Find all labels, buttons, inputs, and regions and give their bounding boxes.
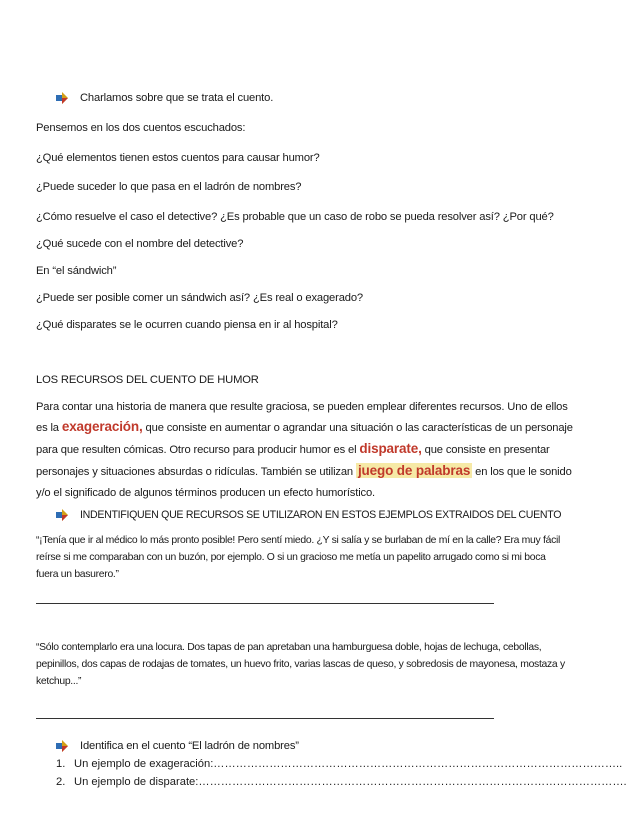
paragraph-line: Para contar una historia de manera que resulte graciosa, se pueden emplear diferentes recursos. Uno de ellos [36, 401, 568, 413]
highlight-disparate: disparate, [359, 441, 422, 456]
item-number: 1. [56, 758, 66, 770]
text-line: ¿Qué sucede con el nombre del detective? [36, 238, 244, 250]
text-line: ¿Cómo resuelve el caso el detective? ¿Es probable que un caso de robo se pueda resolver así? ¿Por qué? [36, 211, 554, 223]
bullet-arrow-icon [56, 509, 68, 521]
quote-line: reírse si me comparaban con un buzón, por ejemplo. O si un gracioso me metía un papelito arrugado como si mi boca [36, 552, 546, 563]
section-title: LOS RECURSOS DEL CUENTO DE HUMOR [36, 374, 259, 386]
text-span: en los que le sonido [472, 466, 572, 478]
quote-line: “Sólo contemplarlo era una locura. Dos tapas de pan apretaban una hamburguesa doble, hojas de lechuga, cebollas, [36, 642, 542, 653]
paragraph-line [36, 464, 572, 479]
item-text: Un ejemplo de exageración:……………………………………………………………………………………………….. [74, 758, 623, 770]
text-span: que consiste en presentar [421, 444, 550, 456]
bullet-text: Identifica en el cuento “El ladrón de nombres” [80, 740, 299, 752]
highlight-exageracion: exageración, [61, 419, 143, 434]
text-line: En “el sándwich” [36, 265, 117, 277]
quote-line: ketchup...” [36, 676, 82, 687]
text-span: personajes y situaciones absurdas o ridículas. También se utilizan [36, 466, 356, 478]
paragraph-line [36, 420, 573, 435]
bullet-text: INDENTIFIQUEN QUE RECURSOS SE UTILIZARON EN ESTOS EJEMPLOS EXTRAIDOS DEL CUENTO [80, 509, 562, 521]
text-span: es la [36, 422, 62, 434]
item-text: Un ejemplo de disparate:……………………………………………………………………………………………………. [74, 776, 627, 788]
text-span: para que resulten cómicas. Otro recurso para producir humor es el [36, 444, 360, 456]
quote-line: fuera un basurero.” [36, 569, 119, 580]
paragraph-line: y/o el significado de algunos términos producen un efecto humorístico. [36, 487, 376, 499]
text-line: ¿Qué disparates se le ocurren cuando piensa en ir al hospital? [36, 319, 338, 331]
text-line: ¿Qué elementos tienen estos cuentos para causar humor? [36, 152, 320, 164]
quote-line: pepinillos, dos capas de rodajas de tomates, un huevo frito, varias lascas de queso, y sobredosis de mayonesa, mostaza y [36, 659, 565, 670]
quote-line: “¡Tenía que ir al médico lo más pronto posible! Pero sentí miedo. ¿Y si salía y se burlaban de mí en la calle? Era muy fácil [36, 535, 560, 546]
text-line: ¿Puede suceder lo que pasa en el ladrón de nombres? [36, 181, 302, 193]
bullet-text: Charlamos sobre que se trata el cuento. [80, 92, 274, 104]
answer-line [36, 718, 494, 719]
text-span: que consiste en aumentar o agrandar una situación o las características de un personaje [142, 422, 573, 434]
item-number: 2. [56, 776, 66, 788]
paragraph-line [36, 442, 550, 457]
text-line: ¿Puede ser posible comer un sándwich así? ¿Es real o exagerado? [36, 292, 363, 304]
answer-line [36, 603, 494, 604]
bullet-arrow-icon [56, 92, 68, 104]
text-line: Pensemos en los dos cuentos escuchados: [36, 122, 246, 134]
bullet-arrow-icon [56, 740, 68, 752]
highlight-juego-de-palabras: juego de palabras [357, 463, 471, 478]
